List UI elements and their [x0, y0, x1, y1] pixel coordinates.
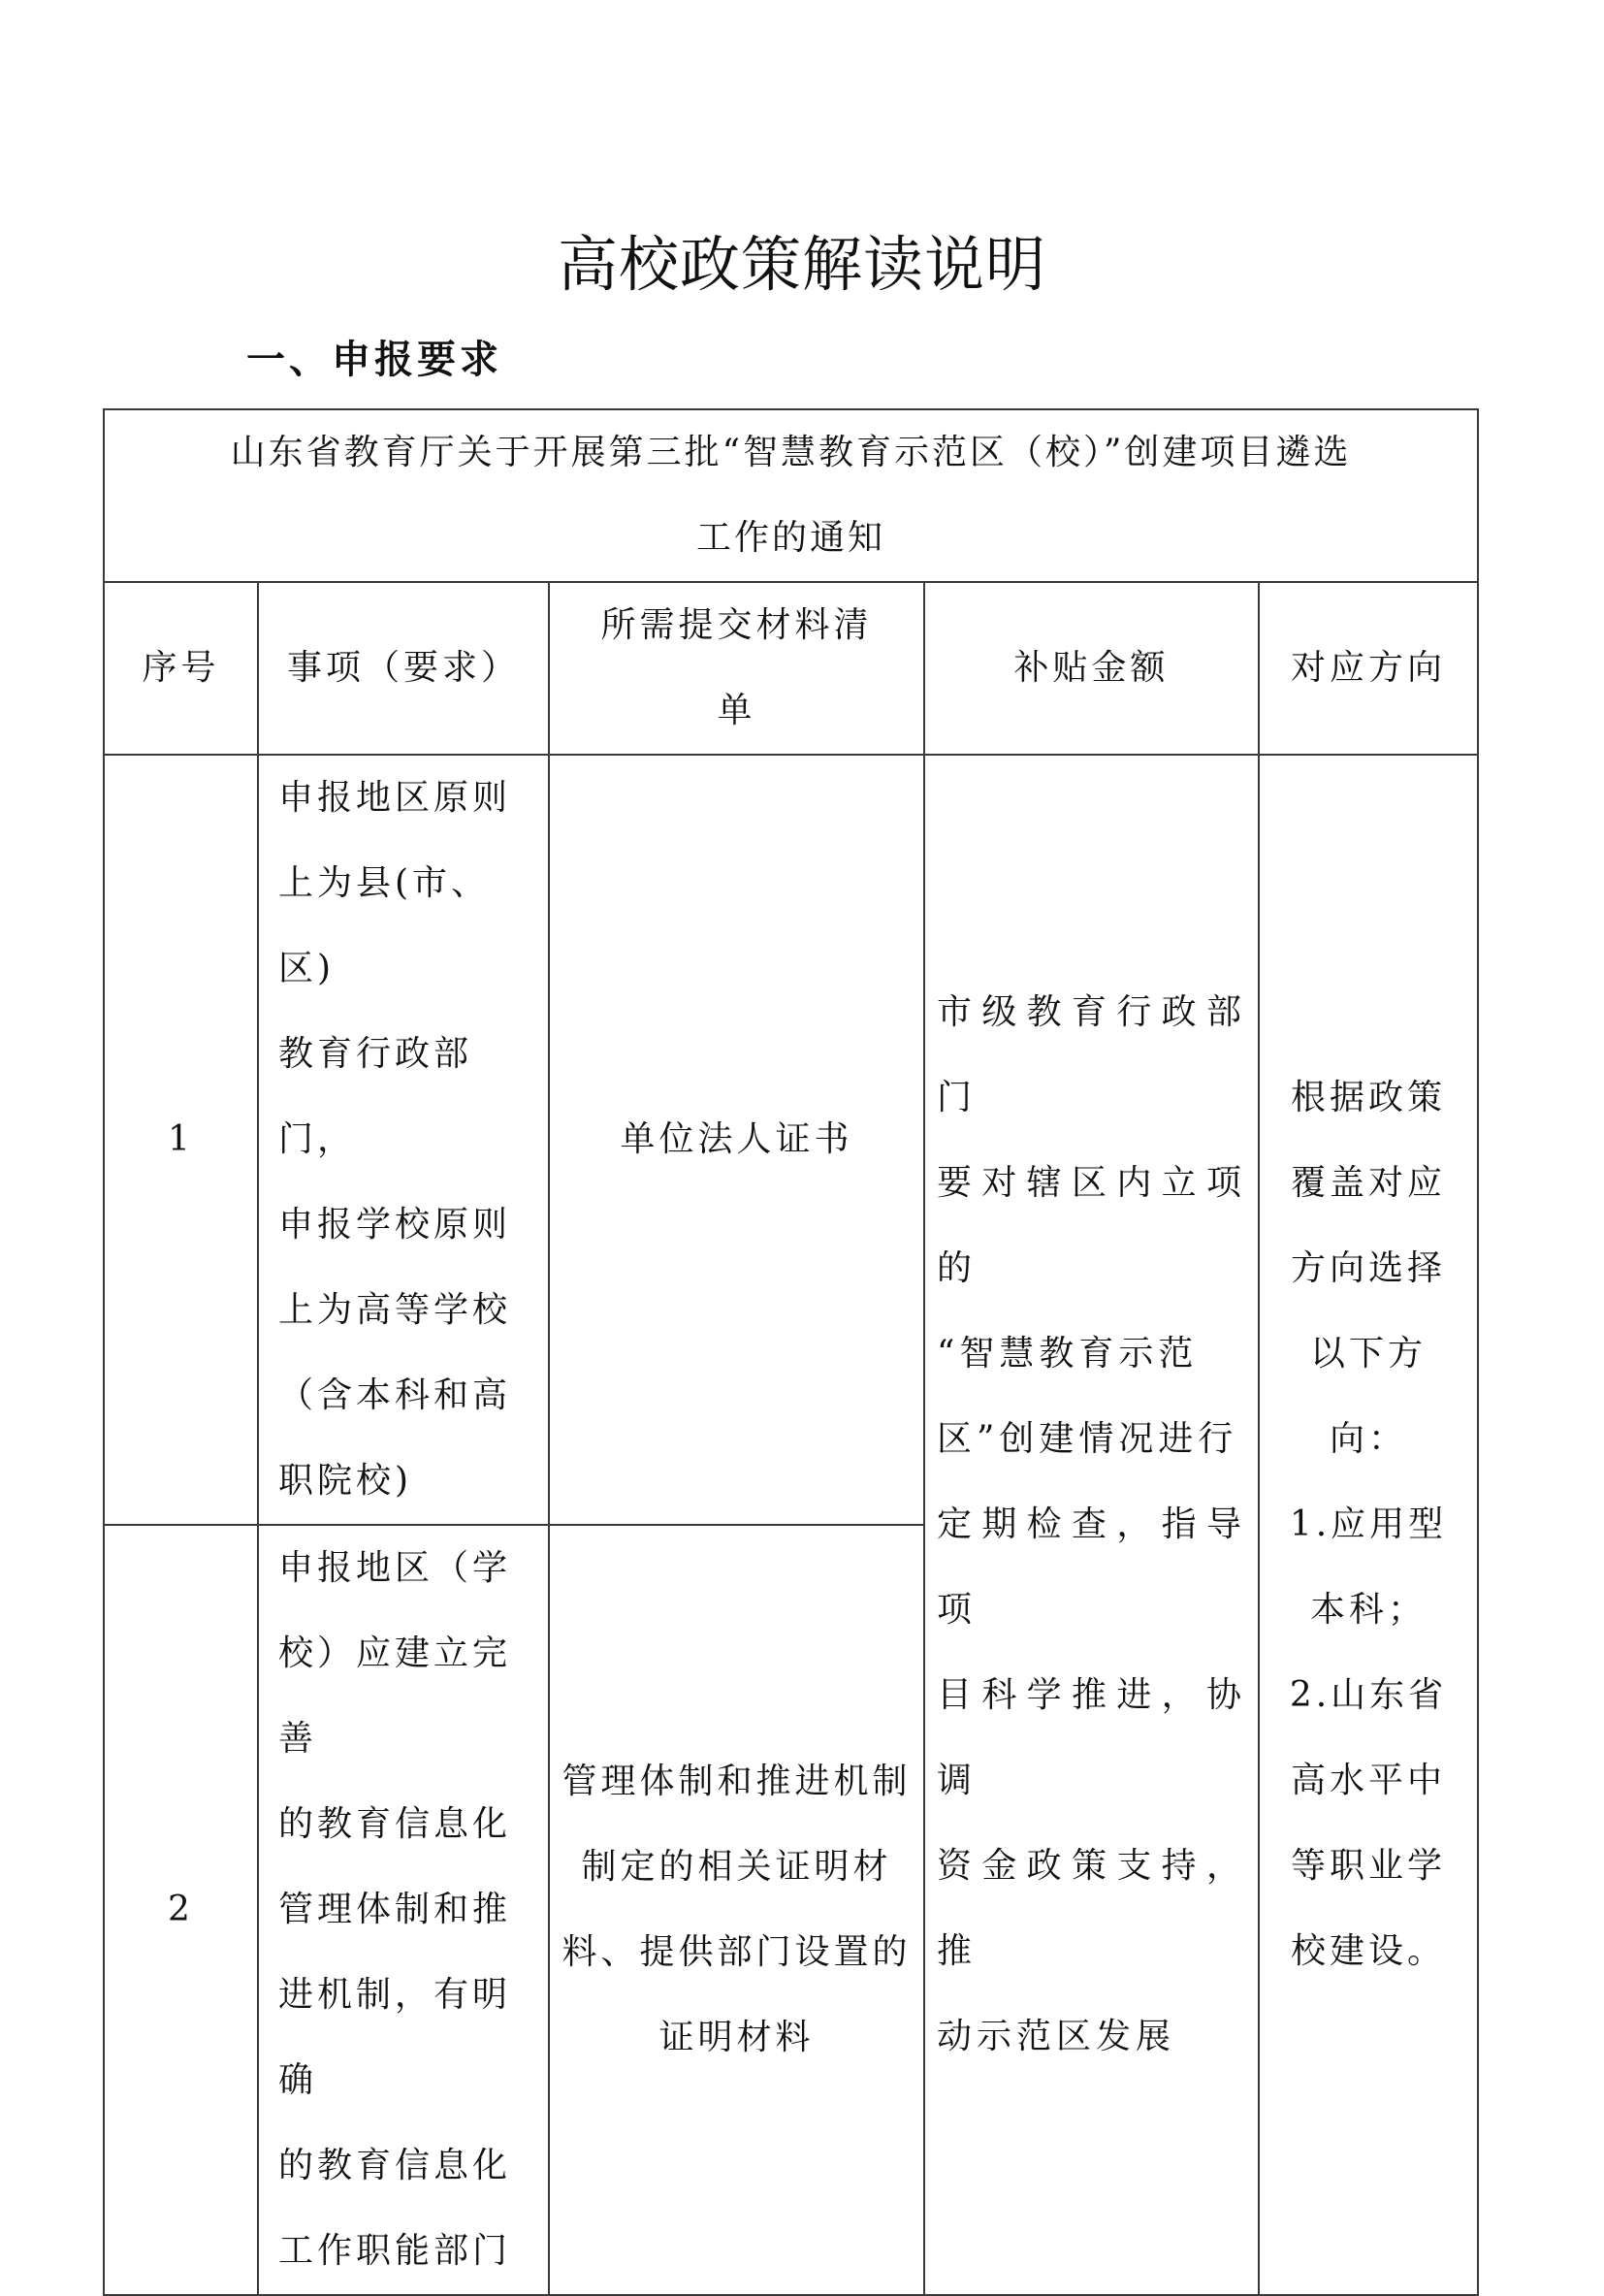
direction-line: 以下方向： — [1309, 1334, 1427, 1459]
table-caption-row — [104, 409, 1478, 582]
header-materials-line: 所需提交材料清 — [600, 605, 873, 645]
direction-cell — [1259, 755, 1478, 2295]
materials-line: 单位法人证书 — [620, 1119, 853, 1159]
subsidy-line: “智慧教育示范 — [937, 1334, 1199, 1374]
requirement-line: 申报地区（学 — [278, 1548, 512, 1588]
requirement-line: （含本科和高 — [278, 1375, 512, 1415]
header-index: 序号 — [104, 582, 258, 755]
requirement-line: 的教育信息化 — [278, 1804, 512, 1844]
header-materials — [549, 582, 924, 755]
direction-line: 高水平中 — [1290, 1761, 1446, 1800]
materials-line: 证明材料 — [658, 2018, 815, 2057]
caption-line: 工作的通知 — [695, 518, 885, 558]
subsidy-cell — [924, 755, 1259, 2295]
requirement-line: 上为高等学校 — [278, 1290, 512, 1330]
section-heading: 一、申报要求 — [246, 338, 502, 382]
requirement-line: 的教育信息化 — [278, 2146, 512, 2185]
materials-line: 制定的相关证明材 — [581, 1847, 892, 1887]
row-materials — [549, 755, 924, 1525]
subsidy-line: 区”创建情况进行 — [937, 1419, 1238, 1459]
page-title: 高校政策解读说明 — [557, 229, 1046, 300]
header-materials-line: 单 — [717, 691, 756, 730]
direction-line: 等职业学 — [1290, 1846, 1446, 1886]
materials-line: 料、提供部门设置的 — [561, 1932, 912, 1972]
header-direction: 对应方向 — [1259, 582, 1478, 755]
requirement-line: 上为县(市、区) — [278, 863, 491, 988]
requirement-line: 工作职能部门 — [278, 2231, 512, 2271]
requirement-line: 职院校) — [278, 1461, 413, 1501]
requirement-line: 管理体制和推 — [278, 1890, 512, 1929]
table-row — [104, 755, 1478, 1525]
requirement-line: 申报学校原则 — [278, 1205, 512, 1245]
direction-line: 方向选择 — [1290, 1248, 1446, 1288]
direction-line: 2.山东省 — [1289, 1675, 1448, 1715]
requirement-line: 申报地区原则 — [278, 778, 512, 818]
requirement-line: 校）应建立完善 — [278, 1633, 512, 1759]
caption-line: 山东省教育厅关于开展第三批“智慧教育示范区（校）”创建项目遴选 — [230, 433, 1352, 472]
row-materials — [549, 1525, 924, 2295]
requirement-line: 进机制，有明确 — [278, 1975, 512, 2100]
requirement-line: 教育行政部门， — [278, 1034, 473, 1159]
subsidy-line: 定期检查，指导项 — [937, 1504, 1246, 1630]
row-requirement — [258, 1525, 549, 2295]
subsidy-line: 资金政策支持，推 — [937, 1846, 1246, 1971]
direction-line: 本科； — [1309, 1590, 1427, 1630]
direction-line: 覆盖对应 — [1290, 1163, 1446, 1203]
direction-line: 1.应用型 — [1289, 1504, 1448, 1544]
subsidy-line: 动示范区发展 — [937, 2017, 1176, 2056]
subsidy-line: 目科学推进，协调 — [937, 1675, 1246, 1800]
requirements-table — [103, 408, 1479, 2296]
subsidy-line: 市级教育行政部门 — [937, 992, 1246, 1117]
header-requirement: 事项（要求） — [258, 582, 549, 755]
header-subsidy: 补贴金额 — [924, 582, 1259, 755]
row-requirement — [258, 755, 549, 1525]
subsidy-line: 要对辖区内立项的 — [937, 1163, 1246, 1288]
direction-line: 校建设。 — [1290, 1931, 1446, 1971]
table-header-row — [104, 582, 1478, 755]
direction-line: 根据政策 — [1290, 1078, 1446, 1117]
row-index: 1 — [104, 755, 258, 1525]
row-index: 2 — [104, 1525, 258, 2295]
table-caption — [104, 409, 1478, 582]
materials-line: 管理体制和推进机制 — [561, 1762, 912, 1801]
